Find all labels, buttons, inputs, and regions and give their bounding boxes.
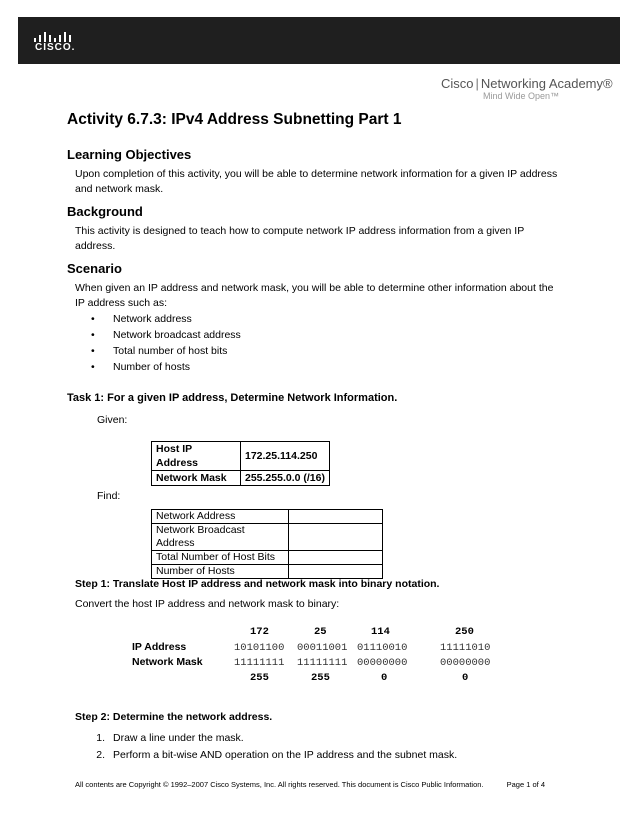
list-text: Draw a line under the mask.	[113, 732, 244, 744]
list-item: • Network address	[75, 311, 241, 327]
table-cell: Network Address	[152, 510, 289, 524]
table-cell: Number of Hosts	[152, 565, 289, 579]
mask-octet-3: 0	[381, 672, 388, 684]
mask-binary-4: 00000000	[440, 657, 491, 669]
ip-binary-1: 10101100	[234, 642, 285, 654]
cisco-wordmark: CISCO.	[35, 42, 76, 53]
table-row	[152, 510, 383, 524]
page-footer	[75, 780, 545, 789]
list-item	[75, 747, 457, 764]
ip-octet-1: 172	[250, 626, 269, 638]
mask-binary-2: 11111111	[297, 657, 348, 669]
table-cell: 172.25.114.250	[241, 442, 330, 471]
ip-address-label: IP Address	[132, 641, 187, 653]
ip-octet-3: 114	[371, 626, 390, 638]
table-cell: Network Broadcast Address	[152, 524, 289, 551]
table-row	[152, 442, 330, 471]
ip-binary-4: 11111010	[440, 642, 491, 654]
table-cell: Network Mask	[152, 471, 241, 486]
mask-octet-4: 0	[462, 672, 469, 684]
list-item: • Total number of host bits	[75, 343, 241, 359]
table-cell: Host IP Address	[152, 442, 241, 471]
page-title: Activity 6.7.3: IPv4 Address Subnetting Part 1	[67, 111, 402, 128]
brand-right: Networking Academy®	[480, 76, 613, 91]
header-bar	[18, 17, 620, 64]
ip-octet-4: 250	[455, 626, 474, 638]
list-text: Perform a bit-wise AND operation on the IP address and the subnet mask.	[113, 749, 458, 761]
list-number: 1.	[96, 732, 105, 744]
network-mask-label: Network Mask	[132, 656, 203, 668]
answer-cell[interactable]	[289, 565, 383, 579]
step1-heading: Step 1: Translate Host IP address and network mask into binary notation.	[75, 578, 440, 590]
table-cell: 255.255.0.0 (/16)	[241, 471, 330, 486]
mask-octet-1: 255	[250, 672, 269, 684]
mask-binary-1: 11111111	[234, 657, 285, 669]
step2-heading: Step 2: Determine the network address.	[75, 711, 273, 723]
table-row	[152, 565, 383, 579]
table-cell: Total Number of Host Bits	[152, 551, 289, 565]
cisco-bridge-icon	[34, 32, 76, 42]
learning-objectives-text: Upon completion of this activity, you will be able to determine network information for a given IP address and network mask.	[75, 168, 558, 195]
answer-cell[interactable]	[289, 551, 383, 565]
step2-list	[75, 730, 457, 764]
page-number: Page 1 of 4	[506, 780, 545, 789]
cisco-logo	[34, 32, 76, 54]
copyright-text: All contents are Copyright © 1992–2007 Cisco Systems, Inc. All rights reserved. This document is Cisco Public Information.	[75, 780, 484, 789]
find-label: Find:	[97, 490, 121, 502]
brand-tagline: Mind Wide Open™	[483, 91, 560, 101]
table-row	[152, 471, 330, 486]
mask-octet-2: 255	[311, 672, 330, 684]
academy-brand: Cisco | Networking Academy® Mind Wide Open™	[441, 76, 621, 101]
background-heading: Background	[67, 204, 143, 219]
ip-binary-2: 00011001	[297, 642, 348, 654]
task1-heading: Task 1: For a given IP address, Determine Network Information.	[67, 392, 398, 404]
list-item: • Number of hosts	[75, 359, 241, 375]
table-row	[152, 551, 383, 565]
list-item: • Network broadcast address	[75, 327, 241, 343]
learning-objectives-heading: Learning Objectives	[67, 147, 192, 162]
answer-cell[interactable]	[289, 524, 383, 551]
list-number: 2.	[96, 749, 105, 761]
scenario-bullet-list	[75, 311, 241, 375]
brand-left: Cisco	[441, 76, 474, 91]
step1-text: Convert the host IP address and network mask to binary:	[75, 598, 340, 610]
scenario-heading: Scenario	[67, 261, 122, 276]
background-text: This activity is designed to teach how to compute network IP address information from a given IP address.	[75, 225, 525, 252]
ip-octet-2: 25	[314, 626, 327, 638]
ip-binary-3: 01110010	[357, 642, 408, 654]
given-table	[151, 441, 330, 486]
given-label: Given:	[97, 414, 128, 426]
answer-cell[interactable]	[289, 510, 383, 524]
table-row	[152, 524, 383, 551]
scenario-text: When given an IP address and network mask, you will be able to determine other information about the IP address such as:	[75, 282, 554, 309]
find-table	[151, 509, 383, 579]
mask-binary-3: 00000000	[357, 657, 408, 669]
list-item	[75, 730, 457, 747]
